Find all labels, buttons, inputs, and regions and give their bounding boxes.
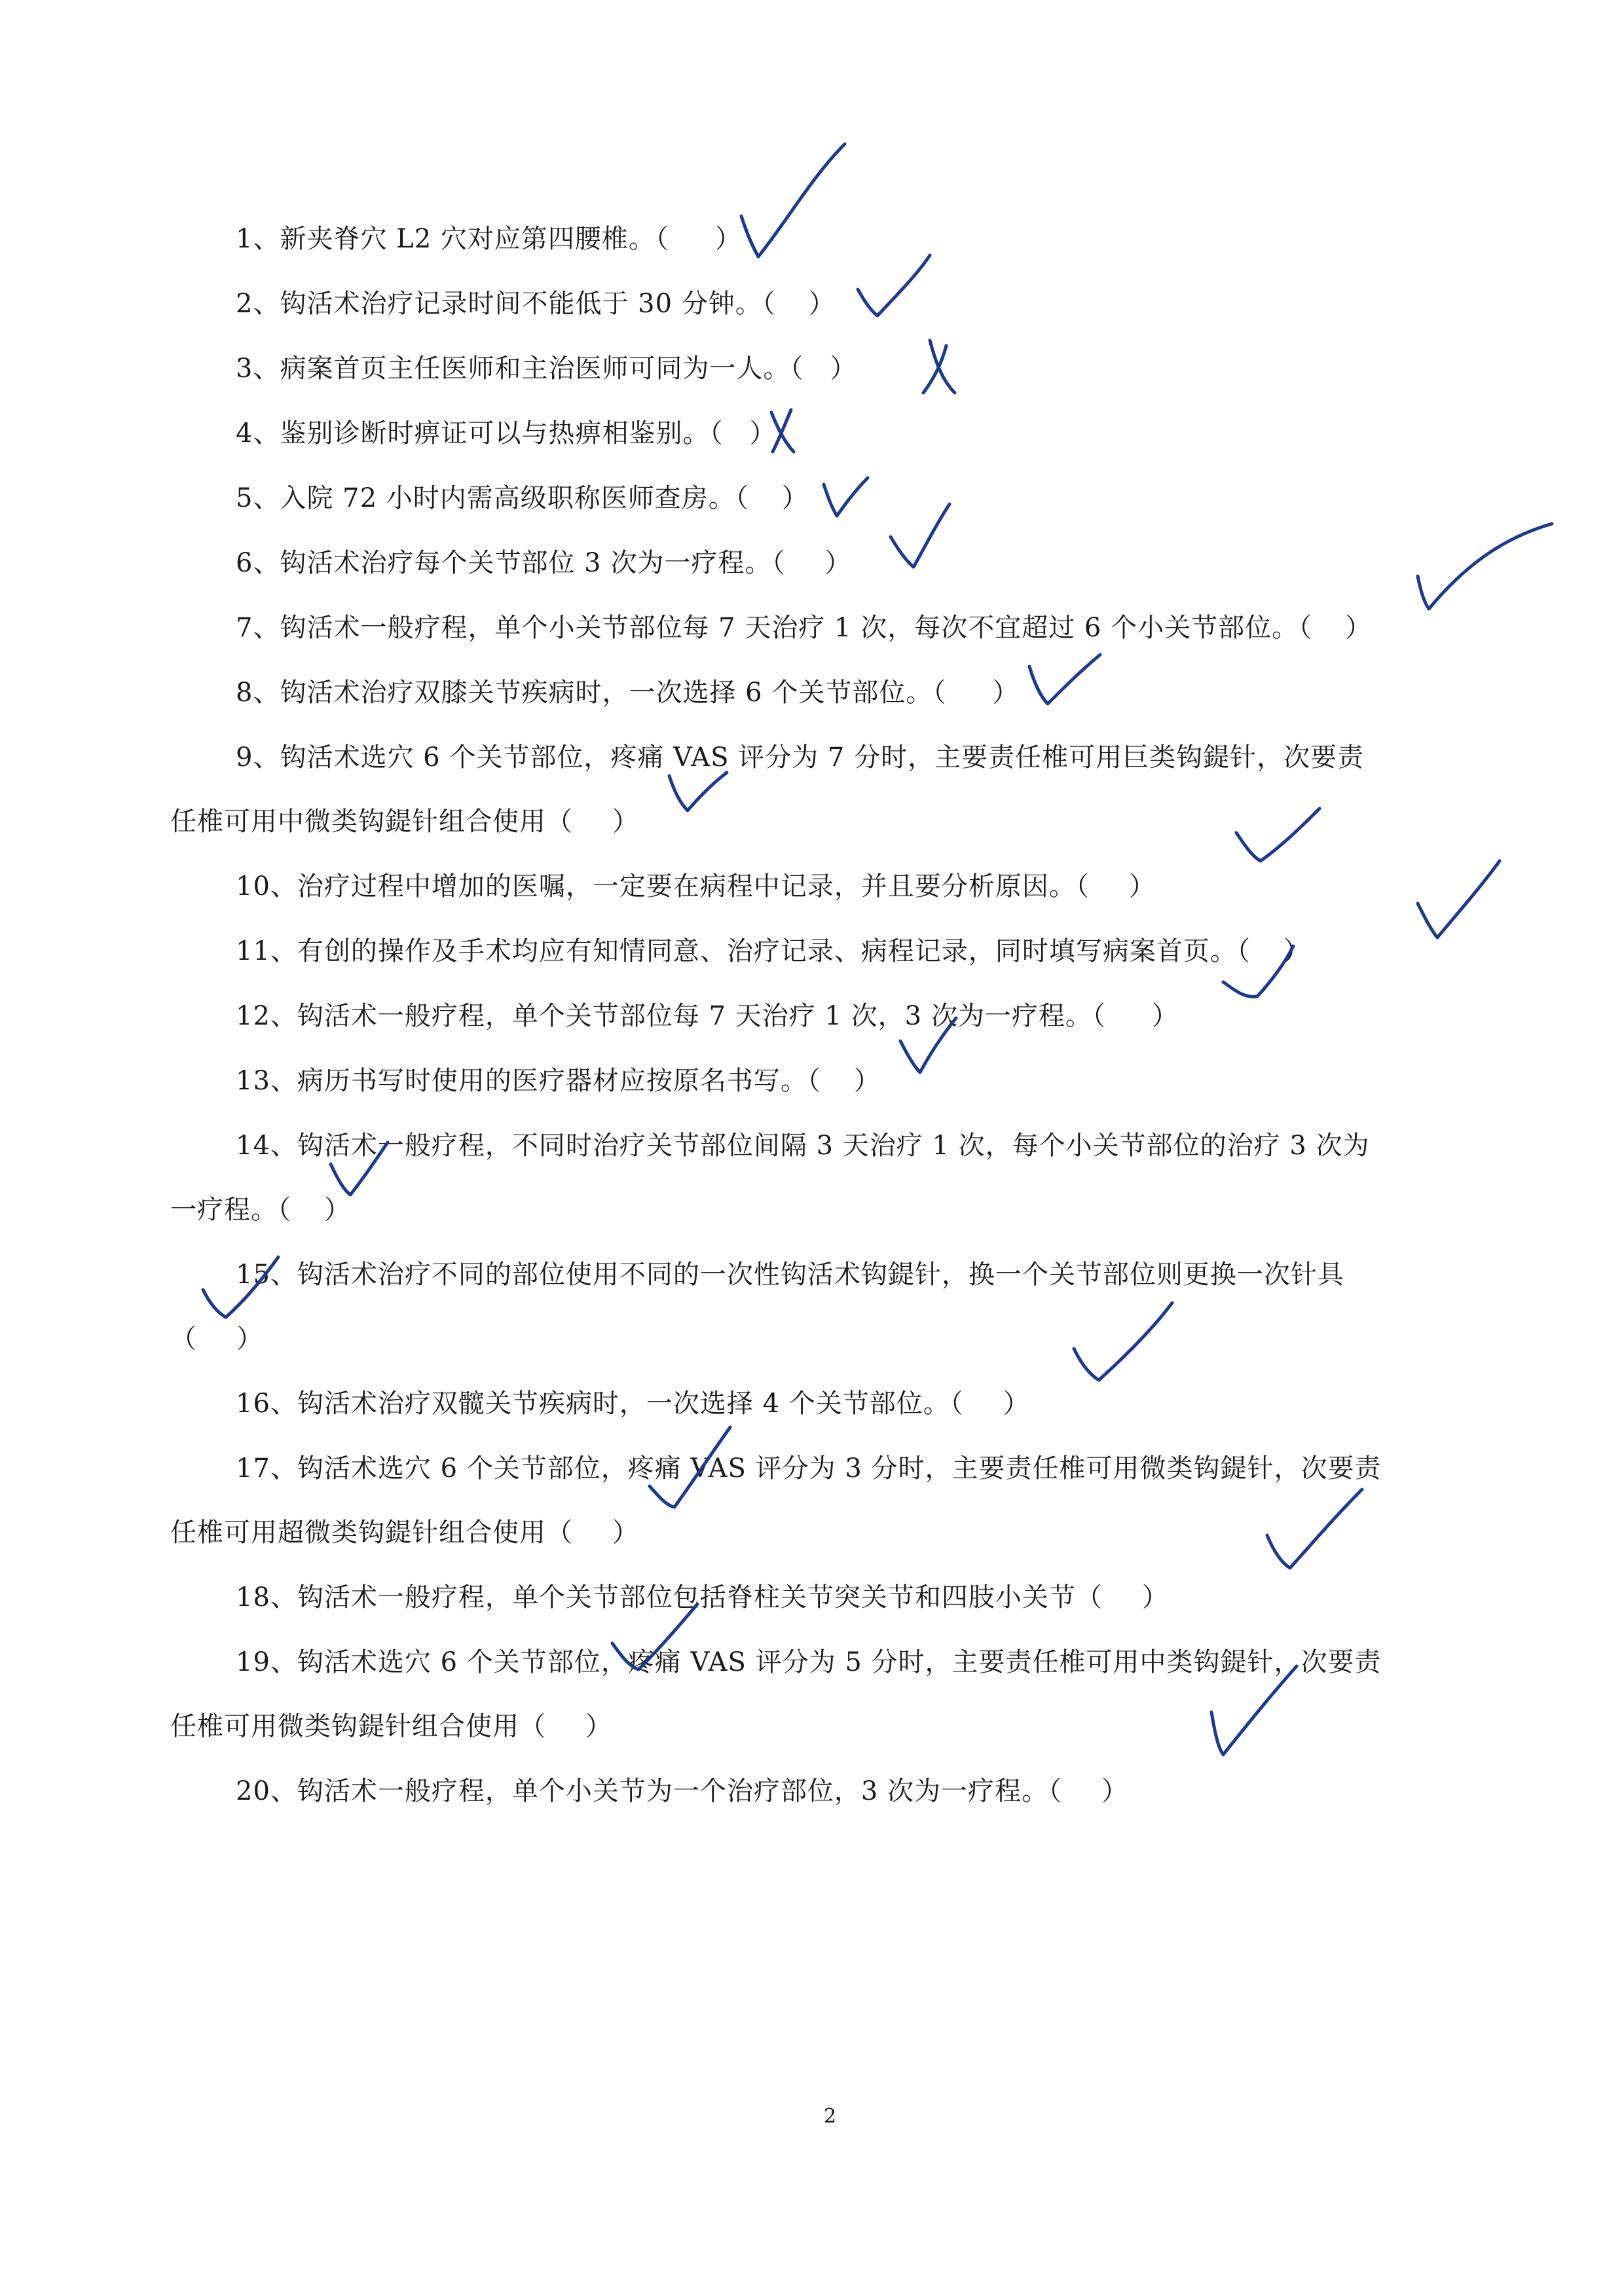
question-3 xyxy=(236,355,857,382)
question-text: 14、钩活术一般疗程，不同时治疗关节部位间隔 3 天治疗 1 次，每个小关节部位的治疗 3 次为 xyxy=(236,1131,1370,1161)
question-close: ） xyxy=(853,1066,881,1096)
question-1 xyxy=(236,226,742,252)
check-mark-icon xyxy=(669,773,727,811)
check-mark-icon xyxy=(1029,655,1100,704)
question-15 xyxy=(236,1262,1344,1288)
question-text: 16、钩活术治疗双髋关节疾病时，一次选择 4 个关节部位。（ xyxy=(236,1389,964,1419)
question-text: 15、钩活术治疗不同的部位使用不同的一次性钩活术钩鍉针，换一个关节部位则更换一次针具 xyxy=(236,1260,1344,1290)
question-text: 10、治疗过程中增加的医嘱，一定要在病程中记录，并且要分析原因。（ xyxy=(236,871,1090,902)
question-close: ） xyxy=(808,289,836,319)
question-close: ） xyxy=(1283,936,1310,966)
question-text: 8、钩活术治疗双膝关节疾病时，一次选择 6 个关节部位。（ xyxy=(236,678,947,708)
question-9-line2 xyxy=(170,809,639,835)
page-number: 2 xyxy=(824,2105,837,2128)
check-mark-icon xyxy=(1211,1666,1297,1755)
question-12 xyxy=(236,1003,1179,1029)
question-13 xyxy=(236,1068,881,1094)
question-close: ） xyxy=(612,807,639,837)
check-mark-icon xyxy=(824,478,868,516)
question-text: 19、钩活术选穴 6 个关节部位，疼痛 VAS 评分为 5 分时，主要责任椎可用中类钩鍉针，次要责 xyxy=(236,1647,1382,1677)
question-close: ） xyxy=(236,1324,263,1354)
question-15-line2 xyxy=(170,1326,263,1352)
question-close: ） xyxy=(1345,613,1373,643)
question-close: ） xyxy=(824,548,852,578)
question-2 xyxy=(236,291,836,317)
question-text: 5、入院 72 小时内需高级职称医师查房。（ xyxy=(236,483,749,513)
question-close: ） xyxy=(714,224,742,254)
question-text-cont: 一疗程。（ xyxy=(170,1195,291,1225)
question-text: 3、病案首页主任医师和主治医师可同为一人。（ xyxy=(236,354,804,384)
question-close: ） xyxy=(324,1195,351,1225)
question-19 xyxy=(236,1649,1382,1675)
question-text: 11、有创的操作及手术均应有知情同意、治疗记录、病程记录，同时填写病案首页。（ xyxy=(236,936,1251,966)
question-8 xyxy=(236,680,1019,706)
check-mark-icon xyxy=(1418,524,1552,609)
question-18 xyxy=(236,1584,1169,1611)
question-close: ） xyxy=(749,418,777,448)
question-close: ） xyxy=(830,354,857,384)
question-text-cont: 任椎可用超微类钩鍉针组合使用（ xyxy=(170,1518,573,1548)
question-9 xyxy=(236,744,1364,771)
question-text-cont: （ xyxy=(170,1324,197,1354)
question-20 xyxy=(236,1778,1128,1804)
check-mark-icon xyxy=(1267,1489,1362,1568)
question-14 xyxy=(236,1133,1370,1159)
question-16 xyxy=(236,1391,1030,1417)
question-14-line2 xyxy=(170,1197,351,1223)
question-5 xyxy=(236,485,809,511)
question-close: ） xyxy=(992,678,1020,708)
question-19-line2 xyxy=(170,1713,612,1740)
question-text: 9、钩活术选穴 6 个关节部位，疼痛 VAS 评分为 7 分时，主要责任椎可用巨类钩鍉针，次要责 xyxy=(236,742,1365,773)
question-text: 13、病历书写时使用的医疗器材应按原名书写。（ xyxy=(236,1066,821,1096)
question-close: ） xyxy=(1141,1582,1169,1613)
question-close: ） xyxy=(781,483,809,513)
check-mark-icon xyxy=(1236,809,1320,861)
question-text: 4、鉴别诊断时痹证可以与热痹相鉴别。（ xyxy=(236,418,724,448)
question-close: ） xyxy=(612,1518,639,1548)
question-text: 20、钩活术一般疗程，单个小关节为一个治疗部位，3 次为一疗程。（ xyxy=(236,1776,1063,1806)
question-text: 6、钩活术治疗每个关节部位 3 次为一疗程。（ xyxy=(236,548,786,578)
question-4 xyxy=(236,420,776,446)
question-10 xyxy=(236,873,1156,900)
question-text: 17、钩活术选穴 6 个关节部位，疼痛 VAS 评分为 3 分时，主要责任椎可用微类钩鍉针，次要责 xyxy=(236,1453,1382,1484)
check-mark-icon xyxy=(1074,1303,1172,1380)
question-close: ） xyxy=(1151,1001,1179,1031)
question-text: 18、钩活术一般疗程，单个关节部位包括脊柱关节突关节和四肢小关节（ xyxy=(236,1582,1103,1613)
check-mark-icon xyxy=(891,504,950,567)
question-text: 2、钩活术治疗记录时间不能低于 30 分钟。（ xyxy=(236,289,776,319)
question-close: ） xyxy=(1101,1776,1129,1806)
check-mark-icon xyxy=(858,255,930,316)
cross-mark-icon xyxy=(923,340,955,393)
question-17 xyxy=(236,1455,1382,1482)
question-17-line2 xyxy=(170,1520,639,1546)
question-text: 1、新夹脊穴 L2 穴对应第四腰椎。（ xyxy=(236,224,669,254)
question-6 xyxy=(236,550,851,576)
check-mark-icon xyxy=(741,144,845,257)
question-text: 12、钩活术一般疗程，单个关节部位每 7 天治疗 1 次，3 次为一疗程。（ xyxy=(236,1001,1106,1031)
question-text-cont: 任椎可用中微类钩鍉针组合使用（ xyxy=(170,807,573,837)
question-text-cont: 任椎可用微类钩鍉针组合使用（ xyxy=(170,1711,546,1741)
question-close: ） xyxy=(1003,1389,1030,1419)
question-close: ） xyxy=(585,1711,612,1741)
question-text: 7、钩活术一般疗程，单个小关节部位每 7 天治疗 1 次，每次不宜超过 6 个小关节部位。（ xyxy=(236,613,1313,643)
check-mark-icon xyxy=(1418,861,1500,938)
question-7 xyxy=(236,615,1372,641)
question-11 xyxy=(236,938,1310,964)
question-close: ） xyxy=(1128,871,1156,902)
